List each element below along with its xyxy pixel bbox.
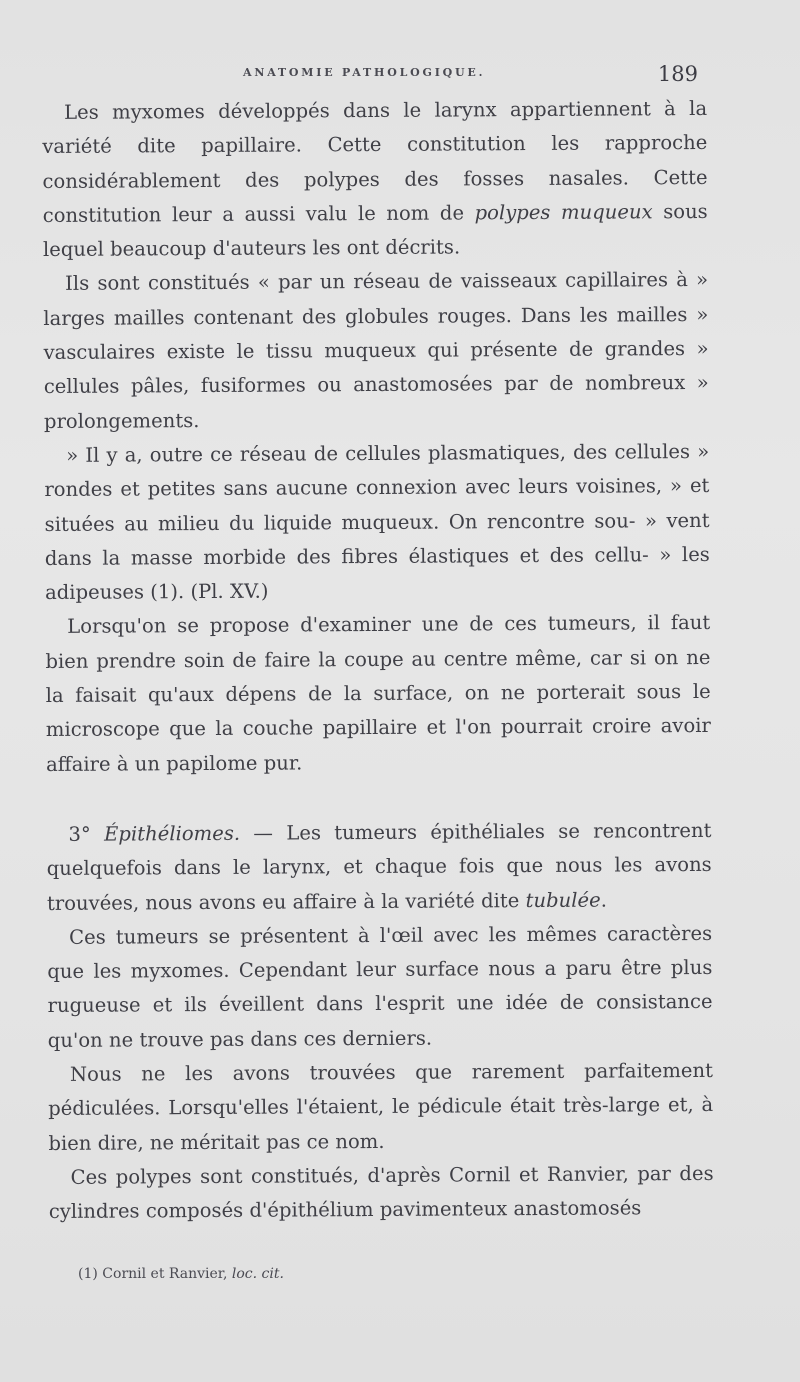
italic-term: tubulée bbox=[525, 888, 601, 912]
text-run: Les myxomes développés dans le larynx appartiennent à la variété dite papillaire. Cette constitution les rapproche considérablement des polypes des fosses nasales. Cette constitution leur a aussi valu le nom de bbox=[42, 96, 708, 227]
text-run: 3° bbox=[68, 822, 105, 846]
paragraph-appearance: Ces tumeurs se présentent à l'œil avec les mêmes caractères que les myxomes. Cependant leur surface nous a paru être plus rugueuse et ils éveillent dans l'esprit une idée de consistance qu'on ne trouve pas dans ces derniers. bbox=[47, 921, 713, 1052]
running-title: ANATOMIE PATHOLOGIQUE. bbox=[243, 66, 486, 79]
body-text bbox=[42, 92, 714, 1230]
paragraph-pedicle: Nous ne les avons trouvées que rarement parfaitement pédiculées. Lorsqu'elles l'étaient, le pédicule était très-large et, à bien dire, ne méritait pas ce nom. bbox=[48, 1058, 714, 1155]
footnote-citation: loc. cit. bbox=[231, 1266, 284, 1282]
paragraph-myxomes bbox=[42, 92, 708, 268]
paragraph-quote-2: » Il y a, outre ce réseau de cellules plasmatiques, des cellules » rondes et petites sans aucune connexion avec leurs voisines, » et situées au milieu du liquide muqueux. On rencontre sou- » vent dans la masse morbide des fibres élastiques et des cellu- » les adipeuses (1). (Pl. XV.) bbox=[44, 439, 710, 605]
paragraph-epitheliomes bbox=[46, 814, 712, 921]
paragraph-quote-1: Ils sont constitués « par un réseau de vaisseaux capillaires à » larges mailles contenant des globules rouges. Dans les mailles » vasculaires existe le tissu muqueux qui présente de grandes » cellules pâles, fusiformes ou anastomosées par de nombreux » prolongements. bbox=[43, 268, 709, 433]
paragraph-constitution: Ces polypes sont constitués, d'après Cornil et Ranvier, par des cylindres composés d'épithélium pavimenteux anastomosés bbox=[48, 1161, 714, 1224]
page-number: 189 bbox=[657, 62, 698, 86]
paragraph-examination: Lorsqu'on se propose d'examiner une de ces tumeurs, il faut bien prendre soin de faire la coupe au centre même, car si on ne la faisait qu'aux dépens de la surface, on ne porterait sous le microscope que la couche papillaire et l'on pourrait croire avoir affaire à un papilome pur. bbox=[45, 611, 711, 776]
text-run: — Les tumeurs épithéliales se rencontrent quelquefois dans le larynx, et chaque fois que nous les avons trouvées, nous avons eu affaire à la variété dite bbox=[46, 818, 712, 915]
footnote-text: Cornil et Ranvier, bbox=[102, 1266, 228, 1282]
footnote bbox=[78, 1266, 678, 1282]
text-run: sous lequel beaucoup d'auteurs les ont décrits. bbox=[42, 199, 708, 262]
text-run: . bbox=[600, 888, 608, 912]
italic-term: polypes muqueux bbox=[474, 200, 653, 225]
section-heading-italic: Épithéliomes. bbox=[104, 821, 241, 846]
footnote-mark: (1) bbox=[78, 1266, 98, 1282]
running-head bbox=[48, 62, 698, 92]
